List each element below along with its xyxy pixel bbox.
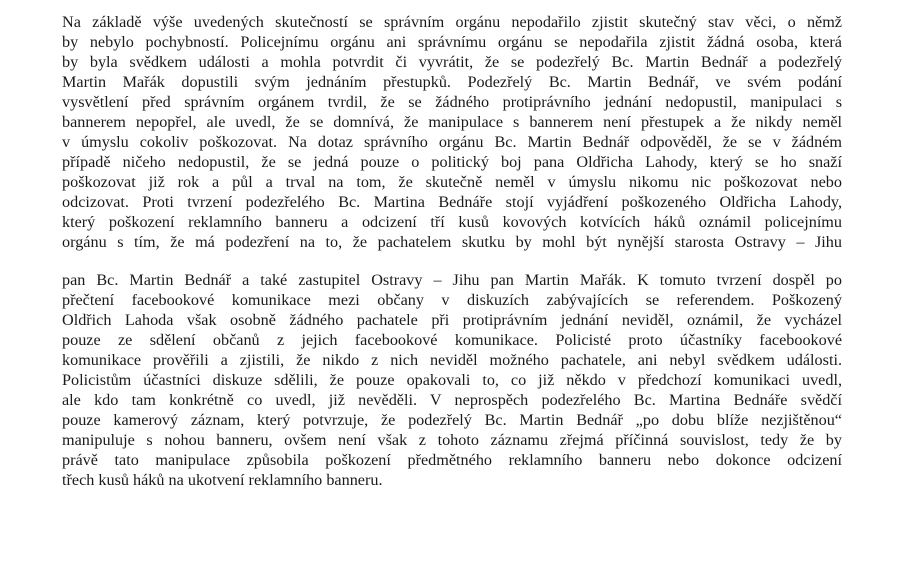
text-line: případě ničeho nedopustil, že se jedná pouze o politický boj pana Oldřicha Lahody, který se ho snaží (62, 153, 842, 171)
text-line: pouze ze sdělení občanů z jejich facebookové komunikace. Policisté proto účastníky facebookové (62, 331, 842, 349)
text-line: Martin Mařák dopustili svým jednáním přestupků. Podezřelý Bc. Martin Bednář, ve svém podání (62, 73, 842, 91)
text-line: orgánu s tím, že má podezření na to, že pachatelem skutku by mohl být nynější starosta Ostravy – Jihu (62, 233, 842, 251)
text-line: Policistům účastníci diskuze sdělili, že pouze opakovali to, co již někdo v předchozí komunikaci uvedl, (62, 371, 842, 389)
text-line: bannerem nepopřel, ale uvedl, že se domnívá, že manipulace s bannerem není přestupek a že nikdy neměl (62, 113, 842, 131)
text-line: který poškození reklamního banneru a odcizení tří kusů kovových kotvících háků oznámil policejnímu (62, 213, 842, 231)
text-line: pouze kamerový záznam, který potvrzuje, že podezřelý Bc. Martin Bednář „po dobu blíže nezjištěnou“ (62, 411, 842, 429)
text-line-last: třech kusů háků na ukotvení reklamního banneru. (62, 471, 383, 489)
cropped-previous-line (62, 0, 842, 6)
text-line: ale kdo tam konkrétně co uvedl, již nevěděli. V neprospěch podezřelého Bc. Martina Bednáře svědčí (62, 391, 842, 409)
text-line: manipuluje s nohou banneru, ovšem není však z tohoto záznamu zřejmá příčinná souvislost, tedy že by (62, 431, 842, 449)
text-line: Oldřich Lahoda však osobně žádného pachatele při protiprávním jednání neviděl, oznámil, že vycházel (62, 311, 842, 329)
text-line: komunikace prověřili a zjistili, že nikdo z nich neviděl možného pachatele, ani nebyl svědkem události. (62, 351, 842, 369)
text-line: právě tato manipulace způsobila poškození předmětného reklamního banneru nebo dokonce odcizení (62, 451, 842, 469)
text-line: v úmyslu cokoliv poškozovat. Na dotaz správního orgánu Bc. Martin Bednář odpověděl, že se v žádném (62, 133, 842, 151)
text-line: by nebylo pochybností. Policejnímu orgánu ani správnímu orgánu se nepodařila zjistit žádná osoba, která (62, 33, 842, 51)
text-line: přečtení facebookové komunikace mezi občany v diskuzích zabývajících se referendem. Poškozený (62, 291, 842, 309)
text-line: Na základě výše uvedených skutečností se správním orgánu nepodařilo zjistit skutečný stav věci, o němž (62, 13, 842, 31)
text-line: by byla svědkem události a mohla potvrdit či vyvrátit, že se podezřelý Bc. Martin Bednář a podezřelý (62, 53, 842, 71)
text-line: odcizovat. Proti tvrzení podezřelého Bc. Martina Bednáře stojí vyjádření poškozeného Oldřicha Lahody, (62, 193, 842, 211)
text-line: poškozovat již rok a půl a trval na tom, že skutečně neměl v úmyslu nikomu nic poškozovat nebo (62, 173, 842, 191)
text-line: pan Bc. Martin Bednář a také zastupitel Ostravy – Jihu pan Martin Mařák. K tomuto tvrzení dospěl po (62, 271, 842, 289)
text-line: vysvětlení před správním orgánem tvrdil, že se žádného protiprávního jednání nedopustil, manipulaci s (62, 93, 842, 111)
